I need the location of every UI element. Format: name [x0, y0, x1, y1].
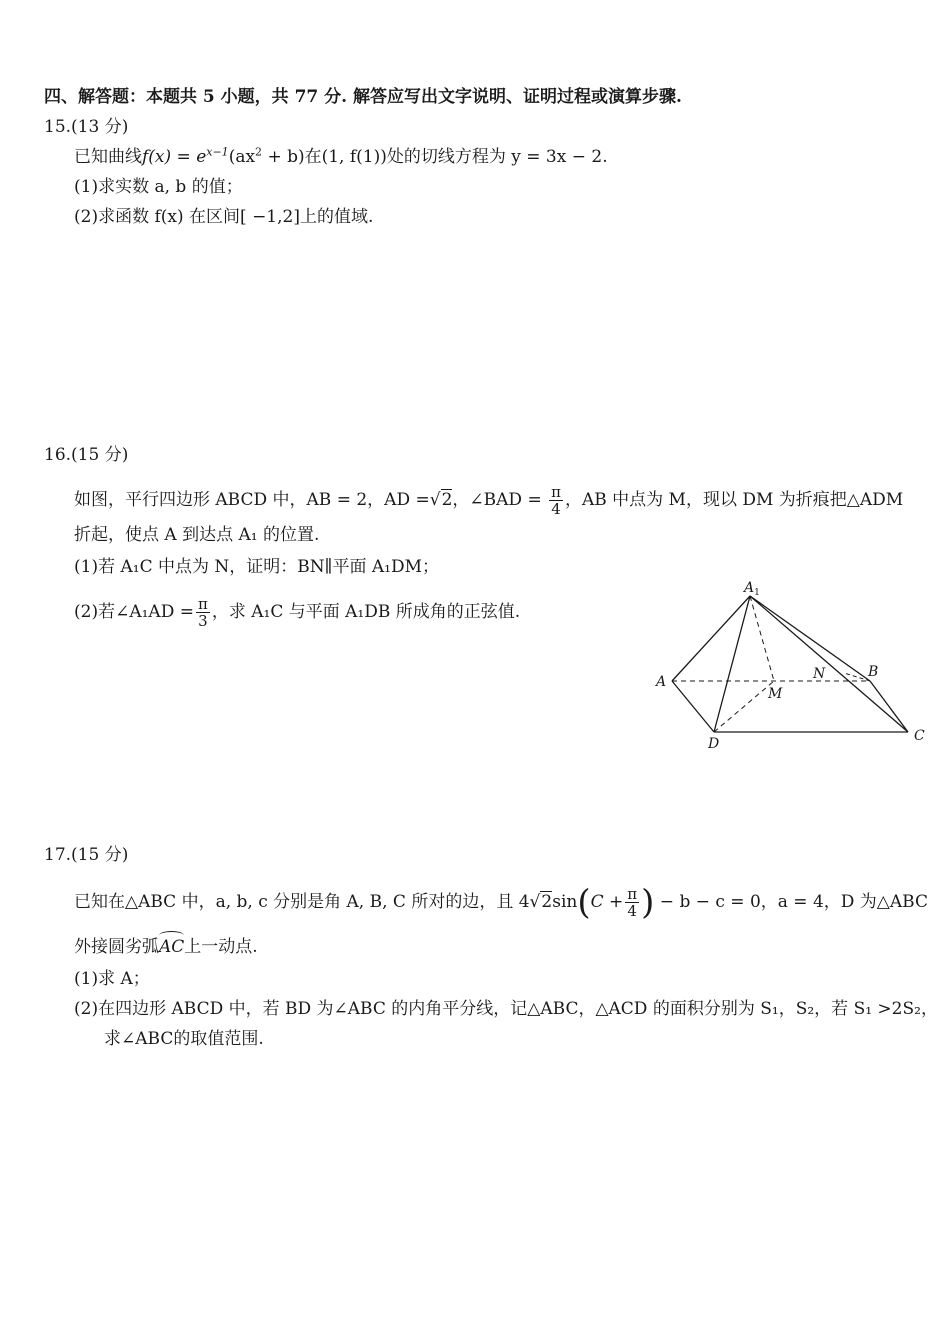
label-a: A [656, 674, 667, 690]
q17-score: (15 分) [71, 845, 129, 865]
q17-part2-line1: (2)在四边形 ABCD 中，若 BD 为∠ABC 的内角平分线，记△ABC，△ACD 的面积分别为 S₁，S₂，若 S₁ >2S₂， [74, 999, 938, 1019]
q16-stem: 如图，平行四边形 ABCD 中，AB = 2，AD =√2，∠BAD = $\frac{\pi}{4}$ ，AB 中点为 M，现以 DM 为折痕把△ADM [74, 483, 904, 518]
label-d: D [708, 736, 720, 752]
q16-number: 16. [44, 445, 72, 465]
label-a1: $A_1$ [744, 580, 760, 598]
q17-stem: 已知在△ABC 中，a, b, c 分别是角 A, B, C 所对的边，且 4√2sin(C + $\frac{\pi}{4}$ ) − b − c = 0，a = 4，D 为△ABC [74, 882, 928, 923]
edge-a1-b [750, 596, 870, 681]
q17-header [44, 844, 128, 866]
q15-header [44, 116, 128, 138]
q17-c-plus: C + [590, 892, 624, 912]
q16-stem-rest: ，AB 中点为 M，现以 DM 为折痕把△ADM [564, 490, 904, 510]
q17-part2-line2: 求∠ABC的取值范围. [104, 1029, 264, 1049]
q16-header [44, 444, 128, 466]
section-heading-rest: 解答应写出文字说明、证明过程或演算步骤. [353, 87, 682, 107]
q16-part2 [74, 596, 520, 629]
label-c: C [914, 728, 925, 744]
section-heading [44, 86, 682, 108]
q15-stem-func: f(x) = e [142, 147, 207, 167]
q17-fraction: $\frac{\pi}{4}$ [627, 885, 638, 920]
edge-d-m-dashed [714, 681, 774, 732]
q17-stem-text: 已知在△ABC 中，a, b, c 分别是角 A, B, C 所对的边，且 4 [74, 892, 530, 912]
q16-part2-rest: ，求 A₁C 与平面 A₁DB 所成角的正弦值. [211, 602, 521, 622]
q17-number: 17. [44, 845, 72, 865]
q15-stem-rest: + b)在(1, f(1))处的切线方程为 y = 3x − 2. [262, 147, 608, 167]
q16-sqrt-value: 2 [441, 490, 453, 510]
q16-part2-fraction: $\frac{\pi}{3}$ [197, 595, 208, 630]
q17-arc: AC [159, 937, 185, 957]
q16-stem-text: 如图，平行四边形 ABCD 中，AB = 2，AD = [74, 490, 430, 510]
q17-sin: sin [552, 892, 578, 912]
q16-part1: (1)若 A₁C 中点为 N，证明：BN∥平面 A₁DM； [74, 557, 440, 577]
q17-sqrt-value: 2 [541, 892, 553, 912]
label-b: B [868, 664, 879, 680]
edge-a-d [672, 681, 714, 732]
q17-line2-rest: 上一动点. [184, 937, 258, 957]
pyramid-figure [640, 580, 940, 760]
q15-stem-text: 已知曲线 [74, 147, 142, 167]
q15-part2: (2)求函数 f(x) 在区间[ −1,2]上的值域. [74, 207, 374, 227]
q17-stem-line2 [74, 936, 258, 958]
section-heading-prefix: 四、解答题：本题共 5 小题，共 77 分. [44, 87, 348, 107]
q15-stem-exponent: x−1 [206, 145, 229, 159]
q17-part1: (1)求 A； [74, 969, 150, 989]
q15-score: (13 分) [71, 117, 129, 137]
q16-stem-angle: ，∠BAD = [452, 490, 542, 510]
edge-a1-m-dashed [750, 596, 774, 681]
q15-stem-poly: (ax [228, 147, 256, 167]
q16-part2-text: (2)若∠A₁AD = [74, 602, 194, 622]
q17-stem-rest: − b − c = 0，a = 4，D 为△ABC [654, 892, 928, 912]
q16-score: (15 分) [71, 445, 129, 465]
q15-number: 15. [44, 117, 72, 137]
label-m: M [768, 686, 783, 702]
q15-part1: (1)求实数 a, b 的值； [74, 177, 243, 197]
q16-fraction: $\frac{\pi}{4}$ [551, 483, 561, 518]
q15-stem: 已知曲线$f(x) = e^{x-1}(ax^2 + b)$在(1, f(1))处的切线方程为 y = 3x − 2. [74, 145, 608, 167]
q17-line2-text: 外接圆劣弧 [74, 937, 159, 957]
label-n: N [813, 666, 826, 682]
q16-stem-line2: 折起，使点 A 到达点 A₁ 的位置. [74, 525, 320, 545]
edge-a1-c [750, 596, 908, 732]
edge-b-c [870, 681, 908, 732]
